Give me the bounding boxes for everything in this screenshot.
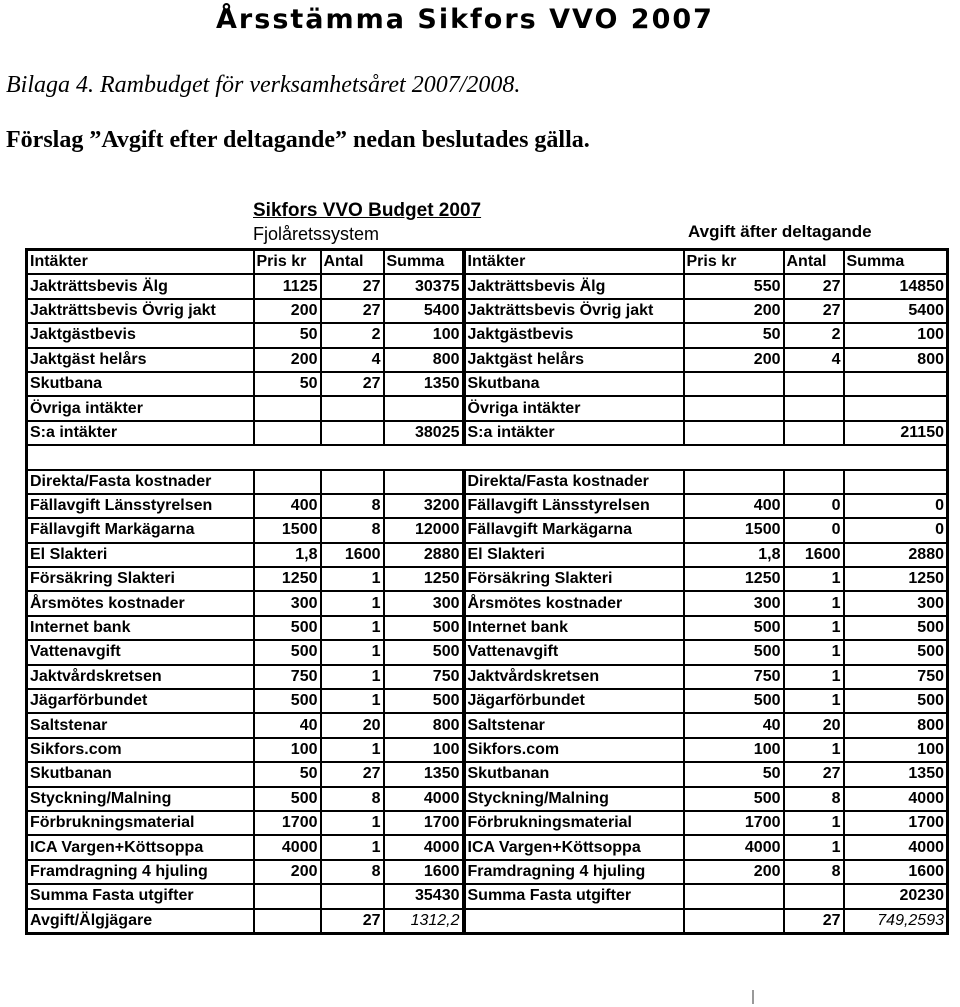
table-cell: Förbrukningsmaterial bbox=[464, 811, 684, 835]
table-cell bbox=[784, 372, 844, 396]
table-cell bbox=[844, 396, 948, 420]
table-row bbox=[27, 396, 948, 420]
table-row bbox=[27, 543, 948, 567]
table-row bbox=[27, 884, 948, 908]
table-cell: ICA Vargen+Köttsoppa bbox=[27, 835, 254, 859]
table-cell: 50 bbox=[254, 372, 321, 396]
table-cell bbox=[254, 421, 321, 445]
table-cell: Sikfors.com bbox=[464, 738, 684, 762]
table-cell: 1 bbox=[784, 689, 844, 713]
table-cell: 0 bbox=[844, 518, 948, 542]
table-cell: 100 bbox=[844, 323, 948, 347]
table-cell: 1600 bbox=[384, 860, 464, 884]
table-cell: 1 bbox=[784, 616, 844, 640]
table-cell: Fällavgift Länsstyrelsen bbox=[464, 494, 684, 518]
table-cell: Framdragning 4 hjuling bbox=[464, 860, 684, 884]
table-cell: Direkta/Fasta kostnader bbox=[464, 470, 684, 494]
table-cell: 27 bbox=[784, 762, 844, 786]
table-cell bbox=[684, 445, 784, 469]
table-cell: 5400 bbox=[844, 299, 948, 323]
table-cell: Jaktgästbevis bbox=[464, 323, 684, 347]
table-cell bbox=[254, 470, 321, 494]
table-cell: Styckning/Malning bbox=[27, 787, 254, 811]
table-cell: 500 bbox=[684, 640, 784, 664]
table-cell: S:a intäkter bbox=[464, 421, 684, 445]
table-cell: 4000 bbox=[844, 835, 948, 859]
table-cell: 1250 bbox=[384, 567, 464, 591]
table-cell: 1350 bbox=[384, 372, 464, 396]
table-cell: Skutbanan bbox=[27, 762, 254, 786]
table-cell: 1700 bbox=[844, 811, 948, 835]
proposal-text: Förslag ”Avgift efter deltagande” nedan beslutades gälla. bbox=[6, 127, 590, 153]
table-row bbox=[27, 689, 948, 713]
table-cell: 750 bbox=[844, 665, 948, 689]
table-cell: 100 bbox=[384, 323, 464, 347]
table-cell: 800 bbox=[844, 348, 948, 372]
table-cell: 27 bbox=[321, 909, 384, 934]
table-cell: 14850 bbox=[844, 274, 948, 298]
table-cell bbox=[784, 884, 844, 908]
table-cell: Jaktgästbevis bbox=[27, 323, 254, 347]
budget-title: Sikfors VVO Budget 2007 bbox=[253, 200, 482, 221]
table-cell bbox=[384, 445, 464, 469]
table-cell: 1,8 bbox=[684, 543, 784, 567]
table-cell: 200 bbox=[254, 860, 321, 884]
table-row bbox=[27, 738, 948, 762]
table-cell: Jaktgäst helårs bbox=[27, 348, 254, 372]
table-row bbox=[27, 445, 948, 469]
table-cell: 200 bbox=[684, 860, 784, 884]
table-cell bbox=[784, 470, 844, 494]
table-cell: 1 bbox=[321, 616, 384, 640]
table-cell: Jaktgäst helårs bbox=[464, 348, 684, 372]
table-cell bbox=[27, 445, 254, 469]
table-cell: Vattenavgift bbox=[27, 640, 254, 664]
table-cell bbox=[684, 396, 784, 420]
table-cell: 4000 bbox=[684, 835, 784, 859]
table-cell: Jaktvårdskretsen bbox=[464, 665, 684, 689]
table-cell: 1125 bbox=[254, 274, 321, 298]
table-cell: 500 bbox=[254, 787, 321, 811]
table-cell: 750 bbox=[384, 665, 464, 689]
header-cell: Intäkter bbox=[464, 250, 684, 275]
table-cell: 400 bbox=[684, 494, 784, 518]
table-cell: 550 bbox=[684, 274, 784, 298]
table-row bbox=[27, 567, 948, 591]
table-cell: 2880 bbox=[384, 543, 464, 567]
table-cell: 2 bbox=[784, 323, 844, 347]
table-cell: 300 bbox=[684, 591, 784, 615]
table-cell: 800 bbox=[384, 348, 464, 372]
table-cell: Direkta/Fasta kostnader bbox=[27, 470, 254, 494]
table-cell: 500 bbox=[384, 640, 464, 664]
table-cell: 1350 bbox=[384, 762, 464, 786]
table-cell: Övriga intäkter bbox=[464, 396, 684, 420]
table-row bbox=[27, 299, 948, 323]
table-cell: 500 bbox=[384, 616, 464, 640]
table-cell: 1250 bbox=[254, 567, 321, 591]
table-cell: 100 bbox=[254, 738, 321, 762]
table-row bbox=[27, 591, 948, 615]
table-cell: 50 bbox=[684, 323, 784, 347]
table-cell: Vattenavgift bbox=[464, 640, 684, 664]
table-row bbox=[27, 713, 948, 737]
table-cell: 1 bbox=[321, 811, 384, 835]
header-cell: Summa bbox=[384, 250, 464, 275]
table-cell: 500 bbox=[844, 640, 948, 664]
page-title: Årsstämma Sikfors VVO 2007 bbox=[216, 4, 714, 35]
subtitle: Bilaga 4. Rambudget för verksamhetsåret 2007/2008. bbox=[6, 72, 521, 98]
table-cell: 1 bbox=[321, 689, 384, 713]
table-cell: 750 bbox=[254, 665, 321, 689]
table-cell bbox=[254, 445, 321, 469]
table-cell: 1 bbox=[784, 738, 844, 762]
header-cell: Pris kr bbox=[684, 250, 784, 275]
table-cell: Övriga intäkter bbox=[27, 396, 254, 420]
table-cell: 50 bbox=[684, 762, 784, 786]
table-cell: 1600 bbox=[844, 860, 948, 884]
table-cell: Försäkring Slakteri bbox=[464, 567, 684, 591]
table-cell: 27 bbox=[321, 372, 384, 396]
table-cell: 1 bbox=[784, 811, 844, 835]
table-cell: Saltstenar bbox=[464, 713, 684, 737]
table-cell: 1700 bbox=[254, 811, 321, 835]
table-row bbox=[27, 665, 948, 689]
table-cell: 1,8 bbox=[254, 543, 321, 567]
table-cell: Jakträttsbevis Övrig jakt bbox=[464, 299, 684, 323]
table-cell bbox=[684, 909, 784, 934]
table-cell: 27 bbox=[321, 299, 384, 323]
table-row bbox=[27, 372, 948, 396]
table-cell: Framdragning 4 hjuling bbox=[27, 860, 254, 884]
table-cell: Internet bank bbox=[27, 616, 254, 640]
table-cell: 20 bbox=[321, 713, 384, 737]
table-cell bbox=[784, 396, 844, 420]
table-cell: 21150 bbox=[844, 421, 948, 445]
table-cell bbox=[321, 396, 384, 420]
table-cell: 200 bbox=[254, 299, 321, 323]
table-cell: Jakträttsbevis Övrig jakt bbox=[27, 299, 254, 323]
table-cell: 8 bbox=[321, 494, 384, 518]
table-cell: 100 bbox=[684, 738, 784, 762]
table-cell: 4000 bbox=[384, 835, 464, 859]
table-row bbox=[27, 323, 948, 347]
table-cell bbox=[384, 396, 464, 420]
table-cell: Årsmötes kostnader bbox=[464, 591, 684, 615]
table-cell bbox=[844, 470, 948, 494]
table-cell: 1250 bbox=[684, 567, 784, 591]
table-cell: 749,2593 bbox=[844, 909, 948, 934]
table-cell: Fällavgift Markägarna bbox=[464, 518, 684, 542]
header-cell: Antal bbox=[784, 250, 844, 275]
table-cell bbox=[254, 396, 321, 420]
table-cell: 4 bbox=[784, 348, 844, 372]
table-cell: 27 bbox=[784, 274, 844, 298]
table-cell: 400 bbox=[254, 494, 321, 518]
table-cell: 1 bbox=[321, 665, 384, 689]
table-cell: 27 bbox=[321, 762, 384, 786]
table-cell bbox=[684, 372, 784, 396]
table-row bbox=[27, 909, 948, 934]
table-cell bbox=[321, 470, 384, 494]
table-cell: Årsmötes kostnader bbox=[27, 591, 254, 615]
table-cell: 50 bbox=[254, 762, 321, 786]
table-cell: 300 bbox=[844, 591, 948, 615]
table-cell: 1500 bbox=[254, 518, 321, 542]
budget-table bbox=[25, 248, 949, 935]
table-cell: 1 bbox=[784, 640, 844, 664]
table-cell: 100 bbox=[844, 738, 948, 762]
table-cell: 27 bbox=[784, 299, 844, 323]
table-row bbox=[27, 274, 948, 298]
table-cell: 1250 bbox=[844, 567, 948, 591]
table-cell: 1350 bbox=[844, 762, 948, 786]
table-cell: 3200 bbox=[384, 494, 464, 518]
table-cell: Summa Fasta utgifter bbox=[464, 884, 684, 908]
table-row bbox=[27, 421, 948, 445]
table-cell: 100 bbox=[384, 738, 464, 762]
header-cell: Intäkter bbox=[27, 250, 254, 275]
table-cell: 300 bbox=[384, 591, 464, 615]
table-cell: 200 bbox=[254, 348, 321, 372]
table-header-row bbox=[27, 250, 948, 275]
table-cell: 1 bbox=[321, 640, 384, 664]
table-cell: 50 bbox=[254, 323, 321, 347]
header-cell: Summa bbox=[844, 250, 948, 275]
header-cell: Antal bbox=[321, 250, 384, 275]
table-cell: 500 bbox=[384, 689, 464, 713]
table-cell: 200 bbox=[684, 299, 784, 323]
table-cell bbox=[684, 884, 784, 908]
table-cell: El Slakteri bbox=[464, 543, 684, 567]
table-cell: Jägarförbundet bbox=[464, 689, 684, 713]
table-cell: 30375 bbox=[384, 274, 464, 298]
table-cell: Skutbana bbox=[464, 372, 684, 396]
table-cell bbox=[321, 884, 384, 908]
table-cell: 20 bbox=[784, 713, 844, 737]
table-cell: Avgift/Älgjägare bbox=[27, 909, 254, 934]
table-cell: 0 bbox=[784, 518, 844, 542]
table-cell: Jägarförbundet bbox=[27, 689, 254, 713]
table-cell: Internet bank bbox=[464, 616, 684, 640]
table-cell: 20230 bbox=[844, 884, 948, 908]
table-cell: 750 bbox=[684, 665, 784, 689]
table-cell: 1 bbox=[321, 591, 384, 615]
table-cell: 1 bbox=[321, 567, 384, 591]
table-cell: 4000 bbox=[254, 835, 321, 859]
table-cell: 1500 bbox=[684, 518, 784, 542]
table-cell bbox=[784, 421, 844, 445]
table-cell: 8 bbox=[321, 518, 384, 542]
table-cell: ICA Vargen+Köttsoppa bbox=[464, 835, 684, 859]
right-caption: Avgift äfter deltagande bbox=[688, 222, 872, 241]
table-cell: 27 bbox=[321, 274, 384, 298]
table-cell: 2880 bbox=[844, 543, 948, 567]
table-cell: Jakträttsbevis Älg bbox=[27, 274, 254, 298]
table-cell: 2 bbox=[321, 323, 384, 347]
table-cell: 500 bbox=[254, 616, 321, 640]
table-cell: 1 bbox=[784, 665, 844, 689]
table-cell bbox=[384, 470, 464, 494]
scan-artifact bbox=[752, 990, 754, 1004]
table-cell: 5400 bbox=[384, 299, 464, 323]
table-row bbox=[27, 640, 948, 664]
table-cell: 500 bbox=[844, 616, 948, 640]
table-cell: 500 bbox=[844, 689, 948, 713]
table-row bbox=[27, 835, 948, 859]
table-cell: 500 bbox=[254, 640, 321, 664]
table-cell: 8 bbox=[784, 860, 844, 884]
table-cell bbox=[464, 909, 684, 934]
table-cell: 0 bbox=[844, 494, 948, 518]
table-cell: Styckning/Malning bbox=[464, 787, 684, 811]
table-row bbox=[27, 494, 948, 518]
table-cell: 27 bbox=[784, 909, 844, 934]
table-cell: Summa Fasta utgifter bbox=[27, 884, 254, 908]
table-cell: 1600 bbox=[321, 543, 384, 567]
table-cell: 0 bbox=[784, 494, 844, 518]
table-cell: 35430 bbox=[384, 884, 464, 908]
table-row bbox=[27, 811, 948, 835]
table-row bbox=[27, 860, 948, 884]
table-cell: 1700 bbox=[384, 811, 464, 835]
table-cell: Fällavgift Länsstyrelsen bbox=[27, 494, 254, 518]
table-cell: Försäkring Slakteri bbox=[27, 567, 254, 591]
table-cell bbox=[254, 884, 321, 908]
table-cell: 40 bbox=[684, 713, 784, 737]
table-cell: El Slakteri bbox=[27, 543, 254, 567]
table-cell: 300 bbox=[254, 591, 321, 615]
table-row bbox=[27, 787, 948, 811]
table-cell: 800 bbox=[384, 713, 464, 737]
table-row bbox=[27, 470, 948, 494]
table-cell: 8 bbox=[321, 787, 384, 811]
table-cell bbox=[684, 421, 784, 445]
table-cell: 8 bbox=[784, 787, 844, 811]
table-row bbox=[27, 616, 948, 640]
table-cell: Förbrukningsmaterial bbox=[27, 811, 254, 835]
table-cell: 500 bbox=[684, 787, 784, 811]
table-cell: 1 bbox=[784, 835, 844, 859]
table-cell: 4 bbox=[321, 348, 384, 372]
table-row bbox=[27, 348, 948, 372]
table-cell: 200 bbox=[684, 348, 784, 372]
table-cell: 12000 bbox=[384, 518, 464, 542]
table-cell: 1 bbox=[784, 567, 844, 591]
table-cell: Skutbana bbox=[27, 372, 254, 396]
table-cell bbox=[844, 372, 948, 396]
budget-scan bbox=[0, 190, 960, 1007]
table-cell bbox=[254, 909, 321, 934]
table-cell: Saltstenar bbox=[27, 713, 254, 737]
table-cell: 1312,2 bbox=[384, 909, 464, 934]
table-cell bbox=[464, 445, 684, 469]
table-cell: 1700 bbox=[684, 811, 784, 835]
table-cell: 4000 bbox=[384, 787, 464, 811]
table-cell: 500 bbox=[684, 689, 784, 713]
table-row bbox=[27, 762, 948, 786]
table-cell: 1 bbox=[321, 738, 384, 762]
table-cell: S:a intäkter bbox=[27, 421, 254, 445]
table-cell: 4000 bbox=[844, 787, 948, 811]
table-cell: 500 bbox=[254, 689, 321, 713]
table-cell bbox=[844, 445, 948, 469]
table-cell bbox=[321, 445, 384, 469]
table-cell: Jaktvårdskretsen bbox=[27, 665, 254, 689]
header-cell: Pris kr bbox=[254, 250, 321, 275]
table-cell: 38025 bbox=[384, 421, 464, 445]
table-cell bbox=[784, 445, 844, 469]
table-cell bbox=[684, 470, 784, 494]
table-cell: Jakträttsbevis Älg bbox=[464, 274, 684, 298]
table-cell: Sikfors.com bbox=[27, 738, 254, 762]
table-row bbox=[27, 518, 948, 542]
table-cell bbox=[321, 421, 384, 445]
left-caption: Fjolåretssystem bbox=[253, 224, 380, 244]
table-cell: 1 bbox=[321, 835, 384, 859]
table-cell: 800 bbox=[844, 713, 948, 737]
table-cell: 40 bbox=[254, 713, 321, 737]
table-cell: Skutbanan bbox=[464, 762, 684, 786]
table-cell: 8 bbox=[321, 860, 384, 884]
table-cell: 1600 bbox=[784, 543, 844, 567]
table-cell: 1 bbox=[784, 591, 844, 615]
table-cell: 500 bbox=[684, 616, 784, 640]
table-cell: Fällavgift Markägarna bbox=[27, 518, 254, 542]
